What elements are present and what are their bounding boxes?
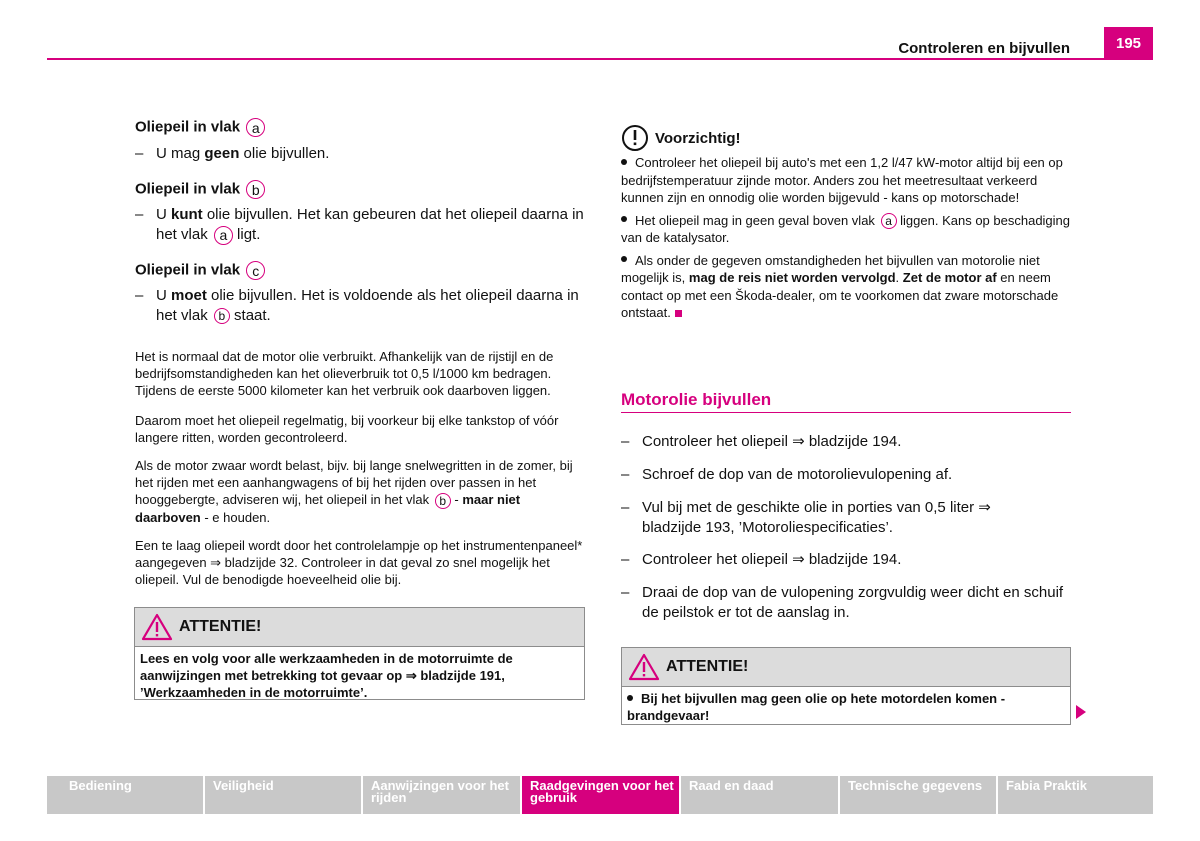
paragraph-low-oil-warning: Een te laag oliepeil wordt door het controlelampje op het instrumentenpaneel* aangegeven ⇒ bladzijde 32. Controleer in dat geval zo snel mogelijk het oliepeil. Vul de benodigde hoeveelheid olie bij. bbox=[135, 538, 583, 587]
paragraph-oil-consumption: Het is normaal dat de motor olie verbruikt. Afhankelijk van de rijstijl en de bedrijfsomstandigheden kan het olieverbruik tot 0,5 l/1000 km bedragen. Tijdens de eerste 5000 kilometer kan het verbruik ook daarboven liggen. bbox=[135, 349, 554, 398]
caution-block bbox=[621, 124, 1071, 322]
step-2: – Schroef de dop van de motorolievulopening af. bbox=[621, 466, 953, 483]
nav-tab-bediening[interactable]: Bediening bbox=[47, 776, 203, 814]
nav-tab-aanwijzingen[interactable]: Aanwijzingen voor het rijden bbox=[363, 776, 520, 814]
warning-body: Bij het bijvullen mag geen olie op hete motordelen komen - brandgevaar! bbox=[627, 691, 1006, 723]
next-page-arrow-icon[interactable] bbox=[1075, 704, 1087, 720]
oil-level-instruction-c: – U moet olie bijvullen. Het is voldoende als het oliepeil daarna in het vlak b staat. bbox=[135, 287, 579, 324]
nav-tab-technische-gegevens[interactable]: Technische gegevens bbox=[840, 776, 996, 814]
paragraph-heavy-load: Als de motor zwaar wordt belast, bijv. bij lange snelwegritten in de zomer, bij het rijden met een aanhangwagens of bij het rijden over passen in het hooggebergte, adviseren wij, het oliepeil in het vlak b - maar niet daarboven - e houden. bbox=[135, 458, 573, 525]
nav-tab-raadgevingen[interactable]: Raadgevingen voor het gebruik bbox=[522, 776, 679, 814]
caution-bullet-2: Het oliepeil mag in geen geval boven vlak a liggen. Kans op beschadiging van de katalysator. bbox=[621, 212, 1071, 246]
header-rule bbox=[47, 58, 1153, 60]
bullet-icon bbox=[621, 159, 627, 165]
nav-tab-fabia-praktik[interactable]: Fabia Praktik bbox=[998, 776, 1153, 814]
bullet-icon bbox=[621, 216, 627, 222]
oil-level-instruction-b: – U kunt olie bijvullen. Het kan gebeuren dat het oliepeil daarna in het vlak a ligt. bbox=[135, 206, 584, 244]
end-of-section-marker-icon bbox=[675, 310, 682, 317]
warning-box-header bbox=[135, 608, 584, 647]
warning-title: ATTENTIE! bbox=[666, 658, 749, 675]
page-header-title: Controleren en bijvullen bbox=[898, 40, 1070, 57]
warning-body: Lees en volg voor alle werkzaamheden in de motorruimte de aanwijzingen met betrekking tot gevaar op ⇒ bladzijde 191, ’Werkzaamheden in de motorruimte’. bbox=[140, 651, 513, 700]
warning-box-header bbox=[622, 648, 1070, 687]
bullet-icon bbox=[621, 256, 627, 262]
warning-triangle-icon bbox=[141, 613, 173, 641]
nav-tab-veiligheid[interactable]: Veiligheid bbox=[205, 776, 361, 814]
bullet-icon bbox=[627, 695, 633, 701]
page-number: 195 bbox=[1104, 27, 1153, 60]
caution-bullet-1: Controleer het oliepeil bij auto's met een 1,2 l/47 kW-motor altijd bij een op bedrijfstemperatuur zijnde motor. Anders zou het meetresultaat verkeerd kunnen zijn en onnodig olie worden bijgevuld - kans op motorschade! bbox=[621, 155, 1063, 205]
section-rule bbox=[621, 412, 1071, 413]
caution-title: Voorzichtig! bbox=[655, 129, 741, 147]
caution-bullet-3: Als onder de gegeven omstandigheden het bijvullen van motorolie niet mogelijk is, mag de reis niet worden vervolgd. Zet de motor af en neem contact op met een Škoda-dealer, om te voorkomen dat zware motorschade ontstaat. bbox=[621, 252, 1059, 321]
caution-header bbox=[621, 124, 1071, 152]
step-1: – Controleer het oliepeil ⇒ bladzijde 194. bbox=[621, 433, 902, 450]
oil-level-heading-a: Oliepeil in vlak a bbox=[135, 118, 265, 137]
oil-level-heading-c: Oliepeil in vlak c bbox=[135, 261, 265, 280]
section-title: Motorolie bijvullen bbox=[621, 390, 772, 409]
marker-c: c bbox=[246, 261, 265, 280]
exclamation-circle-icon bbox=[621, 124, 649, 152]
warning-title: ATTENTIE! bbox=[179, 618, 262, 635]
marker-b: b bbox=[246, 180, 265, 199]
step-3: – Vul bij met de geschikte olie in porties van 0,5 liter ⇒ bladzijde 193, ’Motoroliespecificaties’. bbox=[621, 499, 991, 536]
paragraph-check-regularly: Daarom moet het oliepeil regelmatig, bij voorkeur bij elke tankstop of vóór langere ritten, worden gecontroleerd. bbox=[135, 413, 559, 445]
oil-level-instruction-a: – U mag geen olie bijvullen. bbox=[135, 145, 330, 162]
nav-tab-raad-en-daad[interactable]: Raad en daad bbox=[681, 776, 838, 814]
marker-a: a bbox=[246, 118, 265, 137]
oil-level-heading-b: Oliepeil in vlak b bbox=[135, 180, 265, 199]
step-5: – Draai de dop van de vulopening zorgvuldig weer dicht en schuif de peilstok er tot de aanslag in. bbox=[621, 584, 1064, 621]
warning-box-engine-compartment bbox=[134, 607, 585, 700]
warning-triangle-icon bbox=[628, 653, 660, 681]
step-4: – Controleer het oliepeil ⇒ bladzijde 194. bbox=[621, 551, 902, 568]
warning-box-fire-hazard bbox=[621, 647, 1071, 725]
